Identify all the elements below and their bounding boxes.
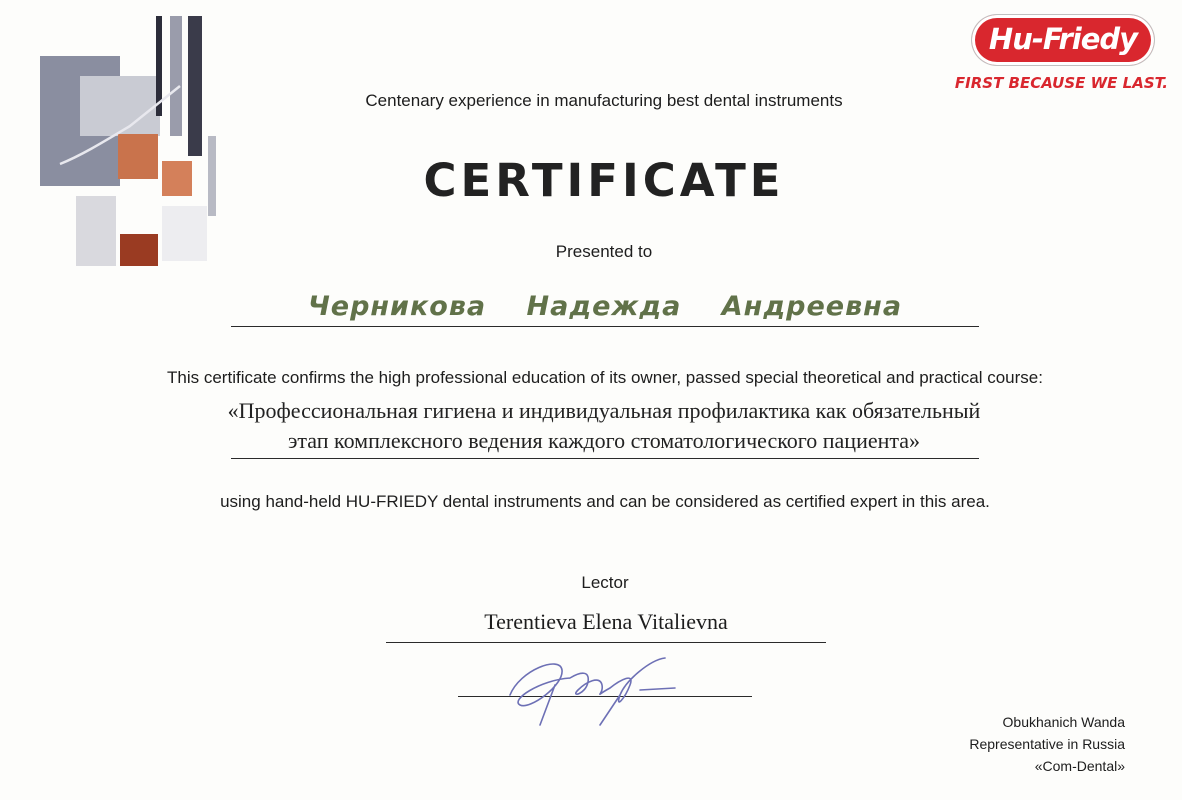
recipient-name: Черникова Надежда Андреевна [307, 291, 903, 322]
presented-to-label: Presented to [555, 242, 653, 261]
course-title-line-1: «Профессиональная гигиена и индивидуальная профилактика как обязательный [227, 398, 981, 423]
lector-underline [386, 642, 826, 643]
collage-tile-red [120, 234, 158, 266]
collage-tile-strip-2 [170, 16, 182, 136]
collage-tile-gum-1 [118, 134, 158, 179]
representative-name: Obukhanich Wanda [1002, 714, 1125, 730]
representative-company: «Com-Dental» [1034, 758, 1125, 774]
collage-tile-gum-2 [162, 161, 192, 196]
representative-role: Representative in Russia [969, 736, 1125, 752]
handwritten-signature [500, 650, 700, 730]
brand-tagline: FIRST BECAUSE WE LAST. [954, 74, 1168, 92]
recipient-underline [231, 326, 979, 327]
collage-tile-strip-4 [208, 136, 216, 216]
lector-name: Terentieva Elena Vitalievna [484, 609, 728, 634]
certificate-header: Centenary experience in manufacturing best dental instruments [365, 91, 843, 110]
confirmation-text: This certificate confirms the high professional education of its owner, passed special theoretical and practical course: [167, 368, 1043, 387]
collage-tile-teeth [76, 196, 116, 266]
logo-text: Hu-Friedy [988, 22, 1138, 56]
collage-tile-strip-3 [188, 16, 202, 156]
course-underline [231, 458, 979, 459]
collage-tile-glove [80, 76, 160, 136]
course-title-line-2: этап комплексного ведения каждого стоматологического пациента» [287, 428, 921, 453]
hu-friedy-logo [972, 15, 1154, 65]
lector-label: Lector [581, 573, 629, 592]
certificate-title: CERTIFICATE [423, 154, 785, 207]
collage-tile-white [162, 206, 207, 261]
dental-photo-collage [40, 16, 225, 266]
instruments-text: using hand-held HU-FRIEDY dental instruments and can be considered as certified expert in this area. [220, 492, 990, 511]
